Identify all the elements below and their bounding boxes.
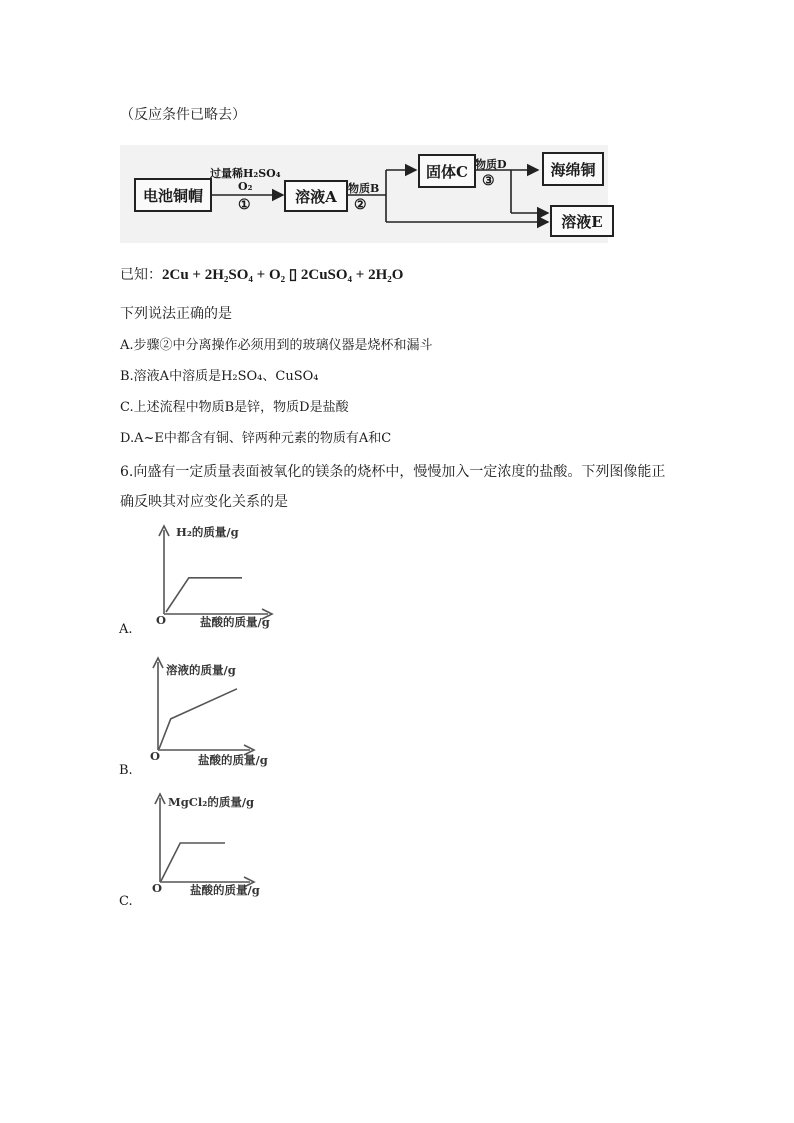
- graph-c-xlabel: 盐酸的质量/g: [190, 883, 260, 897]
- q6-stem-line2: 确反映其对应变化关系的是: [120, 494, 288, 510]
- arrow1-step-number: ①: [238, 197, 251, 213]
- arrow3-reagent-label: 物质D: [475, 158, 507, 171]
- box-solution-e: 溶液E: [550, 205, 614, 237]
- graph-a-ylabel: H₂的质量/g: [176, 525, 239, 539]
- graph-a-xlabel: 盐酸的质量/g: [200, 615, 270, 629]
- arrow1-reagent-label: 过量稀H₂SO₄: [210, 167, 281, 180]
- q5-option-c: C.上述流程中物质B是锌，物质D是盐酸: [120, 400, 349, 415]
- known-prefix: 已知：: [120, 267, 162, 283]
- graph-c: [118, 790, 288, 905]
- graph-b: [118, 652, 288, 772]
- arrow2-step-number: ②: [354, 197, 367, 213]
- q5-option-a: A.步骤②中分离操作必须用到的玻璃仪器是烧杯和漏斗: [120, 338, 433, 353]
- box-solid-c: 固体C: [418, 154, 476, 188]
- box-battery-cap: 电池铜帽: [134, 178, 212, 212]
- graph-a: [118, 522, 288, 642]
- q5-option-b: B.溶液A中溶质是H₂SO₄、CuSO₄: [120, 369, 319, 384]
- graph-c-origin: O: [152, 881, 163, 895]
- note: （反应条件已略去）: [120, 107, 246, 123]
- graph-b-origin: O: [150, 749, 161, 763]
- graph-a-option-label: A.: [119, 622, 133, 637]
- box-sponge-copper: 海绵铜: [542, 152, 604, 186]
- graph-b-curve: [159, 689, 237, 749]
- graph-b-ylabel: 溶液的质量/g: [166, 663, 236, 677]
- arrow3-step-number: ③: [482, 173, 495, 189]
- graph-c-ylabel: MgCl₂的质量/g: [168, 795, 255, 809]
- q5-option-d: D.A~E中都含有铜、锌两种元素的物质有A和C: [120, 431, 392, 446]
- arrow1-oxygen-label: O₂: [238, 180, 253, 193]
- process-flowchart: [120, 145, 608, 243]
- chemical-equation: 2Cu + 2H₂SO₄ + O₂ ▯ 2CuSO₄ + 2H₂O: [162, 267, 404, 283]
- graph-a-curve: [166, 578, 242, 612]
- graph-c-option-label: C.: [119, 894, 133, 909]
- graph-a-origin: O: [156, 613, 167, 627]
- box-solution-a: 溶液A: [284, 180, 348, 212]
- q5-stem: 下列说法正确的是: [120, 306, 232, 322]
- graph-b-xlabel: 盐酸的质量/g: [198, 753, 268, 767]
- graph-b-option-label: B.: [119, 763, 133, 778]
- q6-stem-line1: 6.向盛有一定质量表面被氧化的镁条的烧杯中，慢慢加入一定浓度的盐酸。下列图像能正: [120, 464, 666, 480]
- arrow2-reagent-label: 物质B: [348, 182, 380, 195]
- graph-c-curve: [161, 843, 225, 881]
- known-equation-line: [120, 264, 403, 284]
